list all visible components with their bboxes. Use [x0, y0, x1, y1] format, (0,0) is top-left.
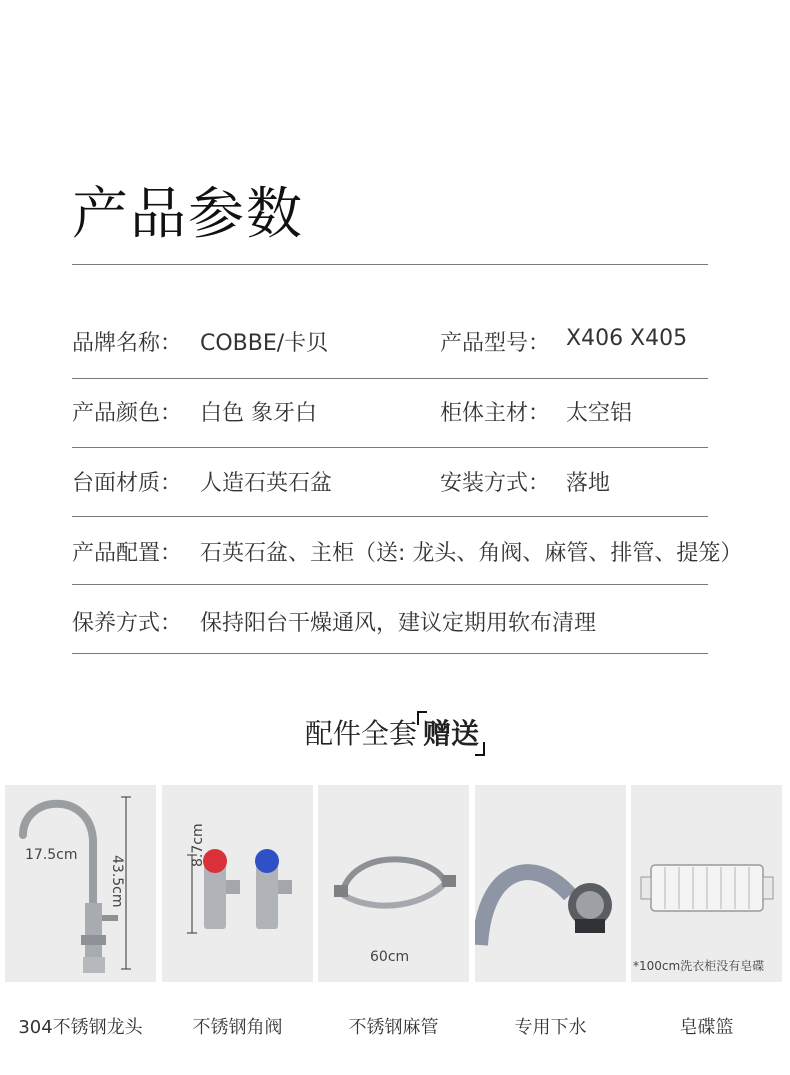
accessory-card-drain — [475, 785, 626, 982]
page-title: 产品参数 — [72, 182, 304, 247]
spec-label: 台面材质： — [72, 471, 183, 496]
accessory-caption: 304不锈钢龙头 — [18, 1017, 143, 1038]
row-divider — [72, 447, 708, 448]
accessory-card-faucet — [5, 785, 156, 982]
spec-value: 人造石英石盆 — [200, 471, 333, 496]
spec-value: COBBE/卡贝 — [200, 331, 329, 356]
accessories-heading — [0, 712, 790, 752]
accessories-heading-text: 配件全套 — [304, 717, 417, 750]
spec-label: 产品型号： — [440, 331, 551, 356]
row-divider — [72, 378, 708, 379]
spec-label: 产品颜色： — [72, 401, 183, 426]
valve-height-label: 8.7cm — [190, 823, 206, 867]
title-divider — [72, 264, 708, 265]
gift-highlight: 赠送 — [417, 717, 485, 750]
accessory-card-braided-hose — [318, 785, 469, 982]
row-divider — [72, 584, 708, 585]
spec-value: 落地 — [566, 471, 611, 496]
spec-label: 安装方式： — [440, 471, 551, 496]
accessory-caption: 皂碟篮 — [679, 1017, 734, 1038]
spec-value: 白色 象牙白 — [200, 401, 317, 426]
faucet-width-label: 17.5cm — [25, 847, 78, 863]
spec-value: 保持阳台干燥通风，建议定期用软布清理 — [200, 611, 597, 636]
faucet-icon — [5, 785, 156, 982]
spec-value: 太空铝 — [566, 401, 633, 426]
faucet-height-label: 43.5cm — [109, 855, 125, 908]
spec-value: 石英石盆、主柜（送: 龙头、角阀、麻管、排管、提笼） — [200, 541, 743, 566]
spec-label: 柜体主材： — [440, 401, 551, 426]
spec-label: 保养方式： — [72, 611, 183, 636]
spec-label: 产品配置： — [72, 541, 183, 566]
spec-label: 品牌名称： — [72, 331, 183, 356]
accessory-caption: 不锈钢角阀 — [192, 1017, 283, 1038]
spec-value: X406 X405 — [566, 326, 688, 351]
accessory-card-soap-basket — [631, 785, 782, 982]
soap-basket-note: *100cm洗衣柜没有皂碟 — [633, 959, 765, 973]
row-divider — [72, 653, 708, 654]
row-divider — [72, 516, 708, 517]
angle-valve-icon — [162, 785, 313, 982]
drain-pipe-icon — [475, 785, 626, 982]
hose-length-label: 60cm — [370, 949, 410, 965]
accessory-caption: 专用下水 — [514, 1017, 587, 1038]
accessory-card-angle-valve — [162, 785, 313, 982]
accessory-caption: 不锈钢麻管 — [348, 1017, 439, 1038]
soap-basket-icon — [631, 785, 782, 982]
